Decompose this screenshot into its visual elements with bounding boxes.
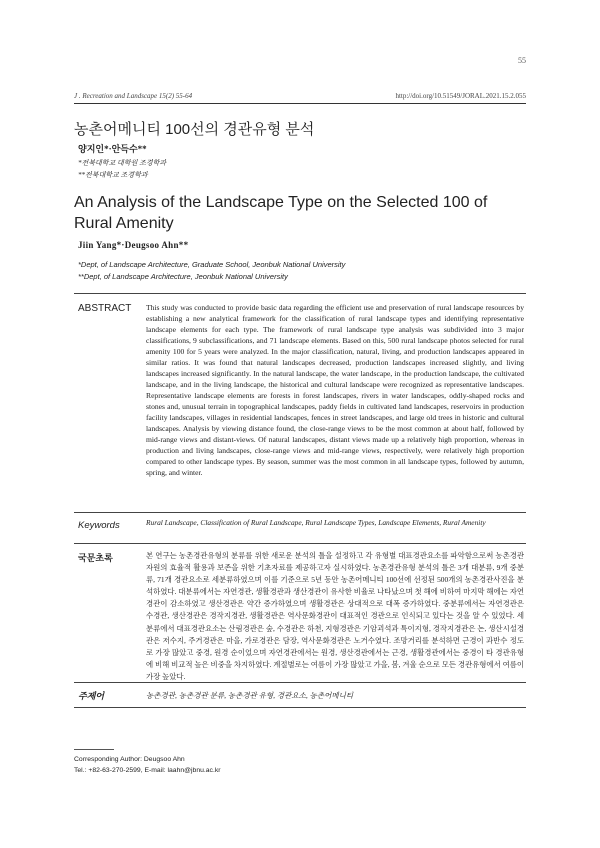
korean-keywords-label: 주제어 [78,691,105,701]
footnote-divider [74,749,114,750]
korean-authors: 양지인*·안득수** [78,144,147,154]
keywords-label: Keywords [78,520,120,531]
keywords-text: Rural Landscape, Classification of Rural Landscape, Rural Landscape Types, Landscape Elements, Rural Amenity [146,518,486,527]
page-number: 55 [518,56,526,65]
korean-keywords-text: 농촌경관, 농촌경관 분류, 농촌경관 유형, 경관요소, 농촌어메니티 [146,691,354,700]
korean-affiliation-1: *전북대학교 대학원 조경학과 [78,159,167,167]
abstract-text: This study was conducted to provide basic data regarding the efficient use and preservation of rural landscape resources by establishing a new analytical framework for the classification of rural landscape types and identifying representative landscape elements for each type. The framework of rural landscape type analysis was subdivided into 3 major classifications, 9 subclassifications, and 71 landscape elements. Based on this, 500 rural landscape photos selected for rural amenity 100 for 5 years were analyzed. In the major classification, natural, living, and production landscapes appeared in similar ratios. It was found that natural landscapes decreased, production landscapes increased slightly, and living landscapes increased significantly. In the natural landscape, the water landscape, in the production landscape, the cultivated landscape, and in the living landscape, the historical and cultural landscape were recognized as representative landscapes. Representative landscape elements are forests in forest landscapes, rivers in water landscapes, oddly-shaped rocks and stones and, unusual terrain in topographical landscapes, paddy fields in cultivated land landscapes, reservoirs in production facility landscapes, villages in residential landscapes, fences in street landscapes, and large old trees in historic and cultural landscapes. Analysis by viewing distance found, the close-range views to be the most common at about half, followed by mid-range views and distant-views. Of natural landscapes, distant views made up a relatively high proportion, whereas in production and living landscapes, close-range views and mid-range views, respectively, were relatively high proportion compared to other landscape types. By season, summer was the most common in all landscape types, followed by autumn, spring, and winter. [146,303,524,477]
korean-title: 농촌어메니티 100선의 경관유형 분석 [74,121,315,138]
doi-link[interactable]: http://doi.org/10.51549/JORAL.2021.15.2.055 [395,92,526,100]
running-header [74,90,526,104]
english-authors: Jiin Yang*·Deugsoo Ahn** [78,240,189,250]
contact-info: Tel.: +82-63-270-2599, E-mail: laahn@jbnu.ac.kr [74,767,221,774]
divider [74,512,526,513]
corresponding-author: Corresponding Author: Deugsoo Ahn [74,756,185,763]
divider [74,682,526,683]
abstract-label: ABSTRACT [78,303,132,314]
english-affiliation-1: *Dept, of Landscape Architecture, Graduate School, Jeonbuk National University [78,260,346,269]
korean-affiliation-2: **전북대학교 조경학과 [78,171,148,179]
english-affiliation-2: **Dept, of Landscape Architecture, Jeonbuk National University [78,272,288,281]
journal-citation: J . Recreation and Landscape 15(2) 55-64 [74,92,193,100]
divider [74,543,526,544]
korean-abstract-text: 본 연구는 농촌경관유형의 분류를 위한 새로운 분석의 틀을 설정하고 각 유형별 대표경관요소를 파악함으로써 농촌경관자원의 효율적 활용과 보존을 위한 기초자료를 제공하고자 실시하였다. 농촌경관유형 분석의 틀은 3개 대분류, 9개 중분류, 71개 경관요소로 세분류하였으며 이를 기준으로 5년 동안 농촌어메니티 100선에 선정된 500개의 농촌경관사진을 분석하였다. 대분류에서는 자연경관, 생활경관과 생산경관이 유사한 비율로 나타났으며 첫 해에 비하여 마지막 해에는 자연경관이 감소하였고 생산경관은 약간 증가하였으며 생활경관은 상대적으로 대폭 증가하였다. 중분류에서는 자연경관은 수경관, 생산경관은 경작지경관, 생활경관은 역사문화경관이 대표적인 경관으로 인식되고 있다는 것을 알 수 있었다. 세분류에서 대표경관요소는 산림경관은 숲, 수경관은 하천, 지형경관은 기암괴석과 특이지형, 경작지경관은 논, 생산시설경관은 저수지, 주거경관은 마을, 가로경관은 담장, 역사문화경관은 노거수였다. 조망거리를 분석하면 근경이 과반수 정도로 가장 많았고 중경, 원경 순이었으며 자연경관에서는 원경, 생산경관에서는 근경, 생활경관에서는 중경이 타 경관유형에 비해 비교적 높은 비중을 차지하였다. 계절별로는 여름이 가장 많았고 가을, 봄, 겨울 순으로 모든 경관유형에서 여름이 가장 높았다. [146,551,524,681]
divider [74,707,526,708]
divider [74,293,526,294]
korean-abstract-label: 국문초록 [78,553,113,563]
english-title: An Analysis of the Landscape Type on the Selected 100 of Rural Amenity [74,194,488,232]
